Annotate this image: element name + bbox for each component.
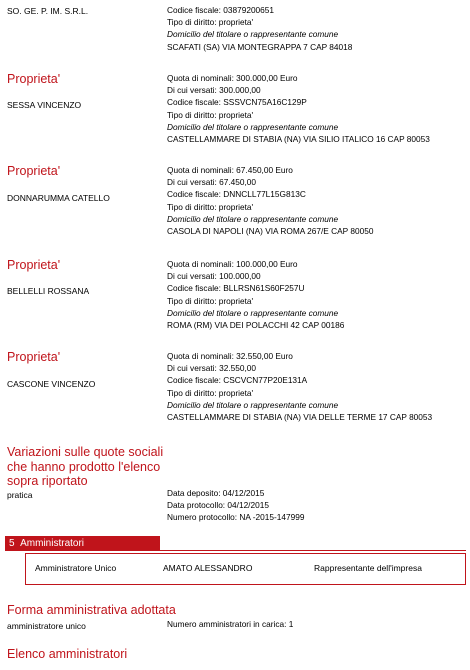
shareholder-name: SO. GE. P. IM. S.R.L.	[7, 6, 89, 16]
detail-line: Tipo di diritto: proprieta'	[167, 201, 254, 212]
detail-line: Domicilio del titolare o rappresentante comune	[167, 121, 339, 132]
shareholder-details	[167, 258, 344, 331]
detail-line: Tipo di diritto: proprieta'	[167, 109, 254, 120]
detail-line: Tipo di diritto: proprieta'	[167, 387, 254, 398]
shareholder-name: DONNARUMMA CATELLO	[7, 193, 110, 203]
detail-line: Domicilio del titolare o rappresentante comune	[167, 213, 339, 224]
elenco-title: Elenco amministratori	[7, 647, 128, 661]
shareholder-details	[167, 4, 352, 53]
detail-line: Di cui versati: 67.450,00	[167, 177, 257, 188]
shareholder-name: BELLELLI ROSSANA	[7, 286, 90, 296]
detail-line: Tipo di diritto: proprieta'	[167, 295, 254, 306]
detail-line: Quota di nominali: 300.000,00 Euro	[167, 73, 298, 83]
variazioni-title: Variazioni sulle quote sociali che hanno prodotto l'elenco sopra riportato	[7, 445, 164, 488]
detail-line: Codice fiscale: 03879200651	[167, 5, 275, 15]
detail-line: Domicilio del titolare o rappresentante comune	[167, 399, 339, 410]
detail-line: Di cui versati: 100.000,00	[167, 271, 261, 282]
shareholder-details	[167, 350, 432, 423]
administrator-box	[25, 553, 466, 585]
entry-heading: Proprieta'	[7, 72, 61, 86]
detail-line: Quota di nominali: 32.550,00 Euro	[167, 351, 293, 361]
detail-line: Codice fiscale: CSCVCN77P20E131A	[167, 375, 308, 386]
shareholder-details	[167, 164, 373, 237]
section-divider	[5, 550, 466, 551]
shareholder-details	[167, 72, 430, 145]
admin-role: Amministratore Unico	[35, 563, 117, 573]
detail-line: Codice fiscale: SSSVCN75A16C129P	[167, 97, 307, 108]
detail-line: CASTELLAMMARE DI STABIA (NA) VIA DELLE TERME 17 CAP 80053	[167, 412, 433, 423]
entry-heading: Proprieta'	[7, 164, 61, 178]
detail-line: SCAFATI (SA) VIA MONTEGRAPPA 7 CAP 84018	[167, 41, 353, 52]
section-number: 5	[9, 538, 15, 549]
detail-line: Codice fiscale: BLLRSN61S60F257U	[167, 283, 305, 294]
entry-heading: Proprieta'	[7, 350, 61, 364]
detail-line: Quota di nominali: 100.000,00 Euro	[167, 259, 298, 269]
detail-line: Codice fiscale: DNNCLL77L15G813C	[167, 189, 306, 200]
admin-name: AMATO ALESSANDRO	[163, 563, 253, 573]
shareholder-name: CASCONE VINCENZO	[7, 379, 96, 389]
variazioni-label: pratica	[7, 490, 33, 500]
detail-line: Tipo di diritto: proprieta'	[167, 17, 254, 28]
detail-line: Numero protocollo: NA -2015-147999	[167, 512, 305, 523]
forma-title: Forma amministrativa adottata	[7, 603, 176, 617]
entry-heading: Proprieta'	[7, 258, 61, 272]
detail-line: Quota di nominali: 67.450,00 Euro	[167, 165, 293, 175]
forma-value: Numero amministratori in carica: 1	[167, 619, 294, 629]
detail-line: ROMA (RM) VIA DEI POLACCHI 42 CAP 00186	[167, 320, 345, 331]
detail-line: Domicilio del titolare o rappresentante comune	[167, 29, 339, 40]
admin-representation: Rappresentante dell'impresa	[314, 563, 422, 573]
detail-line: CASTELLAMMARE DI STABIA (NA) VIA SILIO ITALICO 16 CAP 80053	[167, 134, 430, 145]
variazioni-details	[167, 487, 304, 524]
detail-line: Di cui versati: 32.550,00	[167, 363, 257, 374]
detail-line: Di cui versati: 300.000,00	[167, 85, 261, 96]
shareholder-name: SESSA VINCENZO	[7, 100, 82, 110]
forma-label: amministratore unico	[7, 621, 86, 631]
detail-line: Data deposito: 04/12/2015	[167, 488, 265, 498]
section-title: Amministratori	[20, 538, 85, 549]
section-header	[5, 536, 160, 551]
detail-line: CASOLA DI NAPOLI (NA) VIA ROMA 267/E CAP 80050	[167, 226, 374, 237]
detail-line: Data protocollo: 04/12/2015	[167, 500, 269, 511]
detail-line: Domicilio del titolare o rappresentante comune	[167, 307, 339, 318]
